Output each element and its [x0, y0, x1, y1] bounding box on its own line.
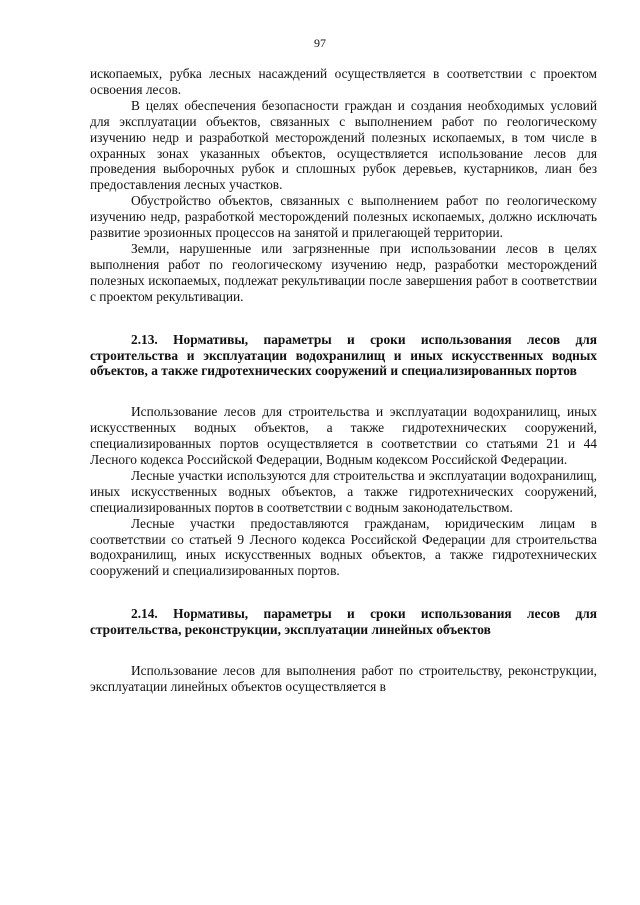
- paragraph-2-13-provision: Лесные участки предоставляются гражданам, юридическим лицам в соответствии со статьей 9 Лесного кодекса Российской Федерации для строительства водохранилищ, иных искусственных водных объектов, а также гидротехнических сооружений и специализированных портов.: [90, 515, 597, 579]
- paragraph-safety-logging: В целях обеспечения безопасности граждан и создания необходимых условий для эксплуатации объектов, связанных с выполнением работ по геологическому изучению недр и разработкой месторождений полезных ископаемых, в том числе в охранных зонах указанных объектов, осуществляется использование лесов для проведения выборочных рубок и сплошных рубок деревьев, кустарников, лиан без предоставления лесных участков.: [90, 97, 597, 193]
- section-heading-2-13: 2.13. Нормативы, параметры и сроки использования лесов для строительства и эксплуатации водохранилищ и иных искусственных водных объектов, а также гидротехнических сооружений и специализированных портов: [90, 331, 597, 379]
- paragraph-continuation: ископаемых, рубка лесных насаждений осуществляется в соответствии с проектом освоения лесов.: [90, 66, 597, 97]
- paragraph-2-13-water-law: Лесные участки используются для строительства и эксплуатации водохранилищ, иных искусственных водных объектов, а также гидротехнических сооружений, специализированных портов в соответствии с водным законодательством.: [90, 467, 597, 515]
- paragraph-erosion-prevention: Обустройство объектов, связанных с выполнением работ по геологическому изучению недр, разработкой месторождений полезных ископаемых, должно исключать развитие эрозионных процессов на занятой и прилегающей территории.: [90, 193, 597, 241]
- paragraph-2-13-usage: Использование лесов для строительства и эксплуатации водохранилищ, иных искусственных водных объектов, а также гидротехнических сооружений, специализированных портов осуществляется в соответствии со статьями 21 и 44 Лесного кодекса Российской Федерации, Водным кодексом Российской Федерации.: [90, 404, 597, 468]
- page-body: [90, 66, 597, 695]
- paragraph-land-recultivation: Земли, нарушенные или загрязненные при использовании лесов в целях выполнения работ по геологическому изучению недр, разработки месторождений полезных ископаемых, подлежат рекультивации после завершения работ в соответствии с проектом рекультивации.: [90, 240, 597, 304]
- page-number: 97: [314, 36, 326, 50]
- paragraph-2-14-usage: Использование лесов для выполнения работ по строительству, реконструкции, эксплуатации линейных объектов осуществляется в: [90, 663, 597, 694]
- section-heading-2-14: 2.14. Нормативы, параметры и сроки использования лесов для строительства, реконструкции, эксплуатации линейных объектов: [90, 606, 597, 638]
